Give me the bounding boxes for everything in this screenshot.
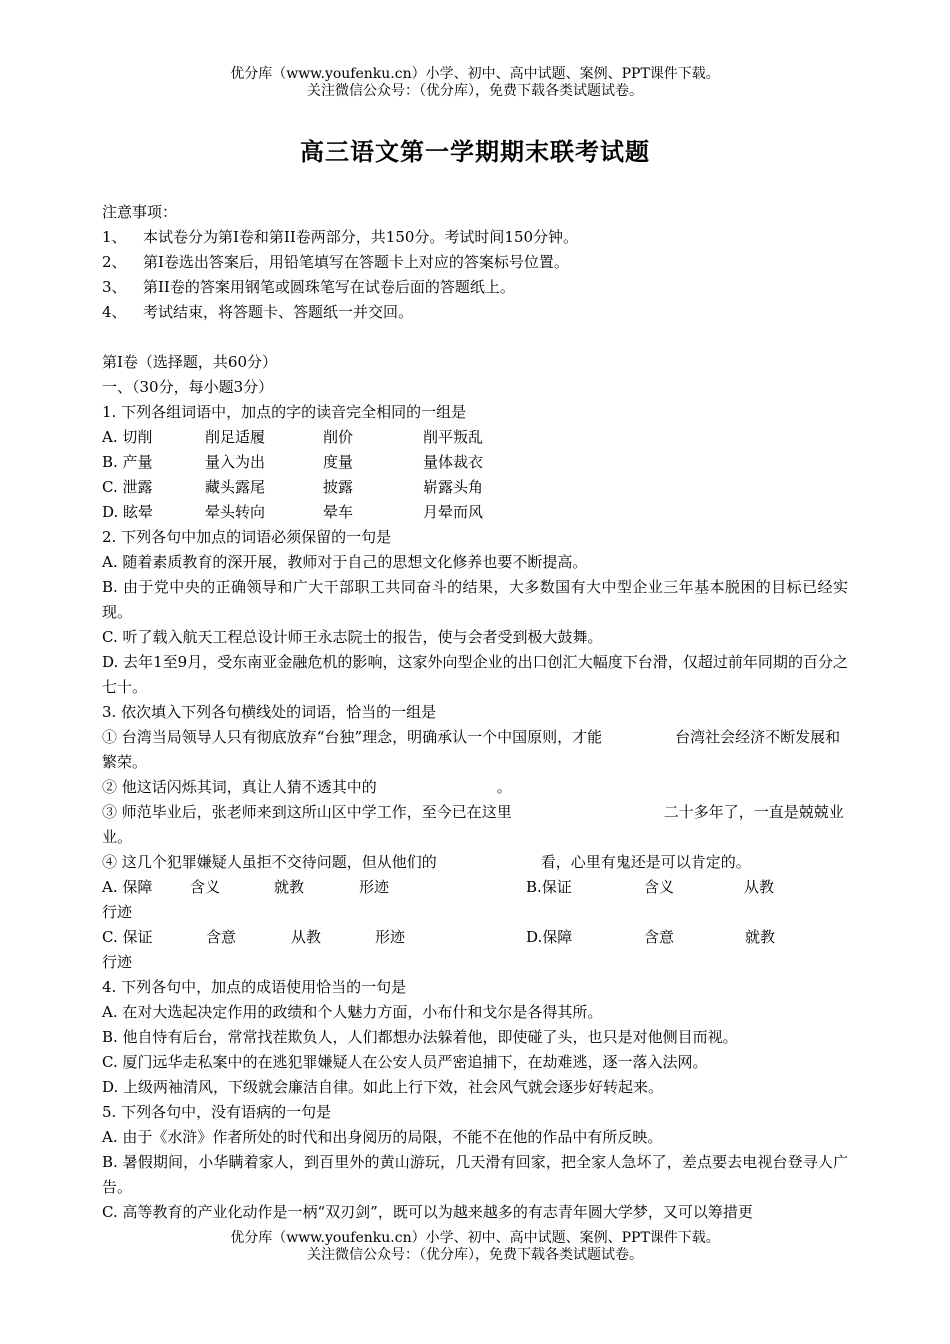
sentence-text: ② 他这话闪烁其词，真让人猜不透其中的: [102, 778, 377, 796]
part-heading: 一、（30分，每小题3分）: [102, 378, 274, 396]
q1-stem: 1. 下列各组词语中，加点的字的读音完全相同的一组是: [102, 403, 467, 421]
notice-item: [102, 225, 848, 250]
q3-sentence-1: [102, 725, 848, 775]
option-cell: 含意: [644, 928, 675, 946]
page-header: [0, 66, 950, 100]
notice-text: 考试结束，将答题卡、答题纸一并交回。: [143, 303, 414, 321]
q3-sentence-4: [102, 850, 848, 875]
sentence-text: ④ 这几个犯罪嫌疑人虽拒不交待问题，但从他们的: [102, 853, 437, 871]
q4-option-a: A. 在对大选起决定作用的政绩和个人魅力方面，小布什和戈尔是各得其所。: [102, 1003, 603, 1021]
option-cell: A. 切削: [102, 428, 153, 446]
q3-option-b-last: 行迹: [102, 903, 133, 921]
option-cell: D.保障: [526, 928, 573, 946]
q3-sentence-3: [102, 800, 848, 850]
option-cell: 度量: [323, 453, 354, 471]
notice-text: 本试卷分为第I卷和第II卷两部分，共150分。考试时间150分钟。: [143, 228, 579, 246]
notice-text: 第II卷的答案用钢笔或圆珠笔写在试卷后面的答题纸上。: [143, 278, 515, 296]
option-cell: 藏头露尾: [205, 478, 266, 496]
option-cell: D. 眩晕: [102, 503, 154, 521]
q2-option-d: D. 去年1至9月，受东南亚金融危机的影响，这家外向型企业的出口创汇大幅度下台滑，仅超过前年同期的百分之七十。: [102, 653, 848, 696]
q4-stem: 4. 下列各句中，加点的成语使用恰当的一句是: [102, 978, 407, 996]
notice-text: 第I卷选出答案后，用铅笔填写在答题卡上对应的答案标号位置。: [143, 253, 569, 271]
option-cell: A. 保障: [102, 878, 153, 896]
q2-option-a: A. 随着素质教育的深开展，教师对于自己的思想文化修养也要不断提高。: [102, 553, 588, 571]
notice-num: 3、: [102, 278, 127, 296]
page-title: 高三语文第一学期期末联考试题: [300, 137, 650, 166]
notice-item: [102, 275, 848, 300]
q1-option-row: [102, 500, 848, 525]
option-cell: C. 保证: [102, 928, 153, 946]
option-cell: 晕车: [323, 503, 354, 521]
option-cell: 月晕而风: [423, 503, 484, 521]
header-line-1: 优分库（www.youfenku.cn）小学、初中、高中试题、案例、PPT课件下载。: [230, 66, 720, 82]
option-cell: 削价: [323, 428, 354, 446]
sentence-text: 看，心里有鬼还是可以肯定的。: [540, 853, 751, 871]
option-cell: 就教: [274, 878, 305, 896]
q3-option-d-last: 行迹: [102, 953, 133, 971]
q2-stem: 2. 下列各句中加点的词语必须保留的一句是: [102, 528, 392, 546]
option-cell: C. 泄露: [102, 478, 153, 496]
page-footer: [0, 1230, 950, 1264]
option-cell: 含义: [190, 878, 221, 896]
q3-options-cd: [102, 925, 848, 950]
sentence-text: ③ 师范毕业后，张老师来到这所山区中学工作，至今已在这里: [102, 803, 512, 821]
notice-heading: 注意事项：: [102, 203, 178, 221]
q1-option-row: [102, 425, 848, 450]
q5-stem: 5. 下列各句中，没有语病的一句是: [102, 1103, 332, 1121]
sentence-text: 台湾社会经济不断发展和繁荣。: [102, 728, 841, 771]
q3-sentence-2: [102, 775, 848, 800]
q5-option-a: A. 由于《水浒》作者所处的时代和出身阅历的局限，不能不在他的作品中有所反映。: [102, 1128, 663, 1146]
section-heading: 第I卷（选择题，共60分）: [102, 353, 278, 371]
option-cell: 削平叛乱: [423, 428, 484, 446]
option-cell: 从教: [744, 878, 775, 896]
sentence-text: 二十多年了，一直是兢兢业业。: [102, 803, 844, 846]
option-cell: 含义: [644, 878, 675, 896]
notice-num: 4、: [102, 303, 127, 321]
option-cell: 披露: [323, 478, 354, 496]
option-cell: B.保证: [526, 878, 572, 896]
option-cell: 形迹: [375, 928, 406, 946]
option-cell: 量入为出: [205, 453, 266, 471]
sentence-text: 。: [496, 778, 512, 796]
option-cell: 就教: [745, 928, 776, 946]
option-cell: 削足适履: [205, 428, 266, 446]
sentence-text: ① 台湾当局领导人只有彻底放弃“台独”理念，明确承认一个中国原则，才能: [102, 728, 603, 746]
q4-option-d: D. 上级两袖清风，下级就会廉洁自律。如此上行下效，社会风气就会逐步好转起来。: [102, 1078, 664, 1096]
q2-option-b: B. 由于党中央的正确领导和广大干部职工共同奋斗的结果，大多数国有大中型企业三年基本脱困的目标已经实现。: [102, 578, 848, 621]
q4-option-c: C. 厦门远华走私案中的在逃犯罪嫌疑人在公安人员严密追捕下，在劫难逃，逐一落入法网。: [102, 1053, 708, 1071]
q4-option-b: B. 他自恃有后台，常常找茬欺负人，人们都想办法躲着他，即使碰了头，也只是对他侧目而视。: [102, 1028, 738, 1046]
option-cell: B. 产量: [102, 453, 153, 471]
notice-item: [102, 250, 848, 275]
q1-option-row: [102, 475, 848, 500]
q3-options-ab: [102, 875, 848, 900]
option-cell: 含意: [206, 928, 237, 946]
option-cell: 崭露头角: [423, 478, 484, 496]
option-cell: 形迹: [359, 878, 390, 896]
notice-item: [102, 300, 848, 325]
notice-num: 2、: [102, 253, 127, 271]
option-cell: 晕头转向: [205, 503, 266, 521]
q5-option-c: C. 高等教育的产业化动作是一柄“双刃剑”，既可以为越来越多的有志青年圆大学梦，又可以筹措更: [102, 1203, 753, 1221]
q5-option-b: B. 暑假期间，小华瞒着家人，到百里外的黄山游玩，几天滑有回家，把全家人急坏了，差点要去电视台登寻人广告。: [102, 1153, 848, 1196]
footer-line-1: 优分库（www.youfenku.cn）小学、初中、高中试题、案例、PPT课件下载。: [230, 1230, 720, 1246]
footer-line-2: 关注微信公众号：（优分库），免费下载各类试题试卷。: [307, 1247, 643, 1263]
option-cell: 从教: [291, 928, 322, 946]
option-cell: 量体裁衣: [423, 453, 484, 471]
exam-content: [102, 200, 848, 1225]
notice-num: 1、: [102, 228, 127, 246]
q3-stem: 3. 依次填入下列各句横线处的词语，恰当的一组是: [102, 703, 437, 721]
q2-option-c: C. 听了载入航天工程总设计师王永志院士的报告，使与会者受到极大鼓舞。: [102, 628, 603, 646]
header-line-2: 关注微信公众号：（优分库），免费下载各类试题试卷。: [307, 83, 643, 99]
q1-option-row: [102, 450, 848, 475]
